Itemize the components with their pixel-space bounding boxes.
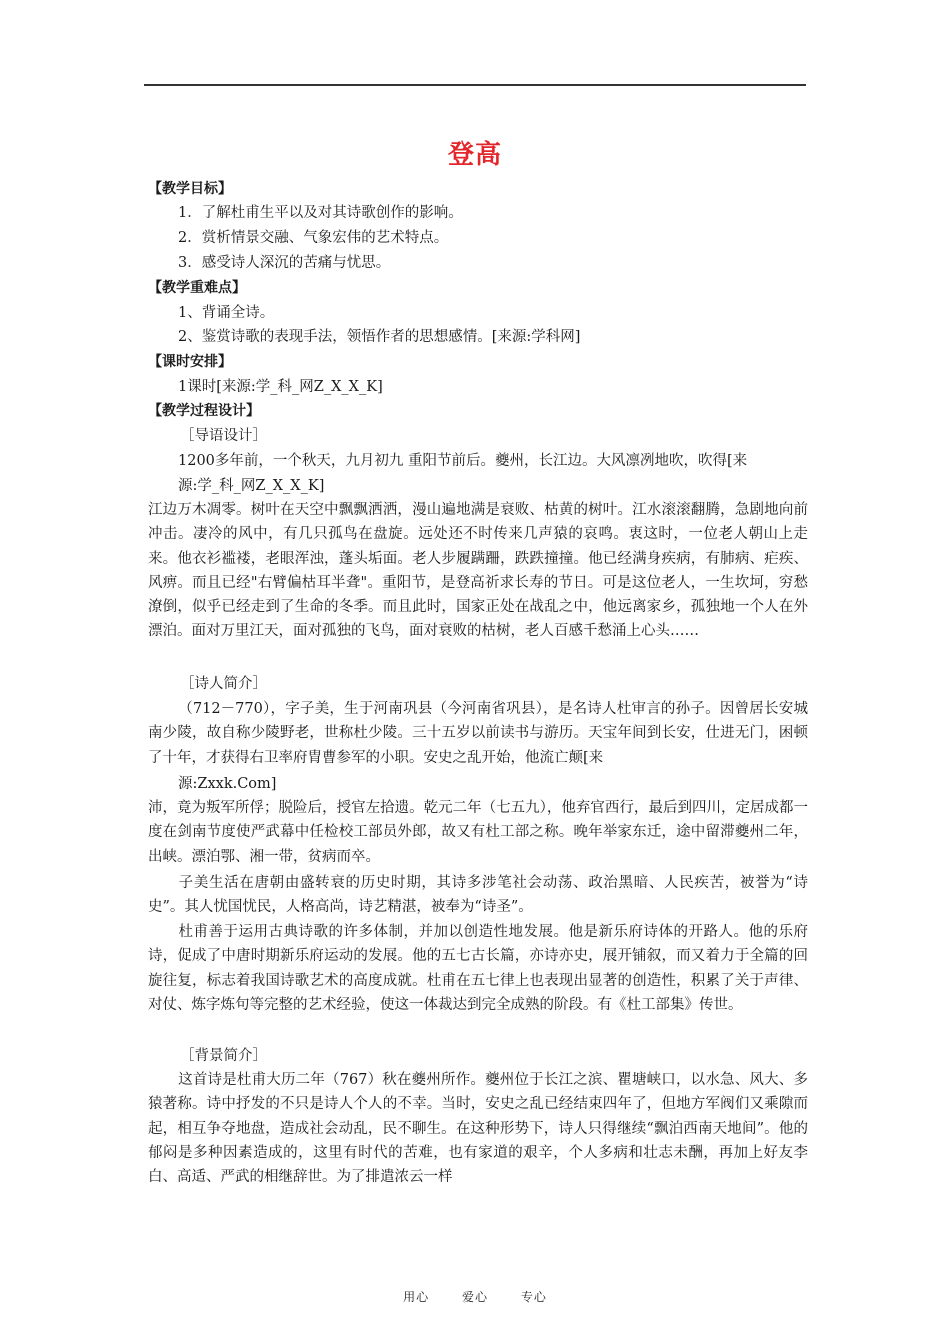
goal-item: 1．了解杜甫生平以及对其诗歌创作的影响。 <box>178 205 463 221</box>
footer-word: 爱心 <box>461 1290 488 1304</box>
background-paragraph-text: 这首诗是杜甫大历二年（767）秋在夔州所作。夔州位于长江之滨、瞿塘峡口，以水急、风大、多猿著称。诗中抒发的不只是诗人个人的不幸。当时，安史之乱已经结束四年了，但地方军阀们又乘隙而起，相互争夺地盘，造成社会动乱，民不聊生。在这种形势下，诗人只得继续“飘泊西南天地间”。他的郁闷是多种因素造成的，这里有时代的苦难，也有家道的艰辛，个人多病和壮志未酬，再加上好友李白、高适、严武的相继辞世。为了排遣浓云一样 <box>148 1072 808 1186</box>
background-paragraph <box>148 1068 808 1189</box>
poet-label: ［诗人简介］ <box>180 676 267 692</box>
goal-item: 3．感受诗人深沉的苦痛与忧思。 <box>178 255 391 271</box>
poet-paragraph: 沛，竟为叛军所俘；脱险后，授官左拾遗。乾元二年（七五九），他弃官西行，最后到四川，定居成都一度在剑南节度使严武幕中任检校工部员外郎，故又有杜工部之称。晚年举家东迁，途中留滞夔州二年，出峡。漂泊鄂、湘一带，贫病而卒。 <box>148 800 808 865</box>
key-point-item: 1、背诵全诗。 <box>178 305 275 321</box>
poet-paragraph-text: 子美生活在唐朝由盛转衰的历史时期，其诗多涉笔社会动荡、政治黑暗、人民疾苦，被誉为“诗史”。其人忧国忧民，人格高尚，诗艺精湛，被奉为“诗圣”。 <box>148 875 808 916</box>
footer-word: 专心 <box>520 1290 547 1304</box>
poet-paragraph-text: （712－770），字子美，生于河南巩县（今河南省巩县），是名诗人杜审言的孙子。因曾居长安城南少陵，故自称少陵野老，世称杜少陵。三十五岁以前读书与游历。天宝年间到长安，仕进无门，困顿了十年，才获得右卫率府胄曹参军的小职。安史之乱开始，他流亡颠[来 <box>148 701 808 766</box>
header-rule <box>144 84 806 86</box>
process-heading: 【教学过程设计】 <box>148 403 260 419</box>
footer-word: 用心 <box>403 1290 430 1304</box>
poet-paragraph <box>148 871 808 920</box>
poet-paragraph <box>148 697 808 770</box>
poet-source-line: 源:Zxxk.Com] <box>178 776 277 792</box>
key-point-item: 2、鉴赏诗歌的表现手法，领悟作者的思想感情。[来源:学科网] <box>178 329 581 345</box>
intro-source-line: 源:学_科_网Z_X_X_K] <box>178 478 325 494</box>
schedule-text: 1课时[来源:学_科_网Z_X_X_K] <box>178 379 383 395</box>
key-points-heading: 【教学重难点】 <box>148 280 246 296</box>
intro-line: 1200多年前，一个秋天，九月初九 重阳节前后。夔州，长江边。大风凛冽地吹，吹得[来 <box>178 453 748 469</box>
goal-item: 2．赏析情景交融、气象宏伟的艺术特点。 <box>178 230 449 246</box>
schedule-heading: 【课时安排】 <box>148 354 232 370</box>
page-footer <box>0 1288 950 1305</box>
poet-paragraph-text: 杜甫善于运用古典诗歌的许多体制，并加以创造性地发展。他是新乐府诗体的开路人。他的乐府诗，促成了中唐时期新乐府运动的发展。他的五七古长篇，亦诗亦史，展开铺叙，而又着力于全篇的回旋往复，标志着我国诗歌艺术的高度成就。杜甫在五七律上也表现出显著的创造性，积累了关于声律、对仗、炼字炼句等完整的艺术经验，使这一体裁达到完全成熟的阶段。有《杜工部集》传世。 <box>148 924 808 1013</box>
background-label: ［背景简介］ <box>180 1048 267 1064</box>
intro-label: ［导语设计］ <box>180 428 267 444</box>
poet-paragraph <box>148 920 808 1017</box>
goals-heading: 【教学目标】 <box>148 181 232 197</box>
intro-paragraph: 江边万木凋零。树叶在天空中飘飘洒洒，漫山遍地满是衰败、枯黄的树叶。江水滚滚翻腾，急剧地向前冲击。凄冷的风中，有几只孤鸟在盘旋。远处还不时传来几声猿的哀鸣。衷这时，一位老人朝山上走来。他衣衫褴褛，老眼浑浊，蓬头垢面。老人步履蹒跚，跌跌撞撞。他已经满身疾病，有肺病、疟疾、风痹。而且已经"右臂偏枯耳半聋"。重阳节，是登高祈求长寿的节日。可是这位老人，一生坎坷，穷愁潦倒，似乎已经走到了生命的冬季。而且此时，国家正处在战乱之中，他远离家乡，孤独地一个人在外漂泊。面对万里江天，面对孤独的飞鸟，面对衰败的枯树，老人百感千愁涌上心头…… <box>148 502 808 640</box>
document-title: 登高 <box>447 140 502 170</box>
